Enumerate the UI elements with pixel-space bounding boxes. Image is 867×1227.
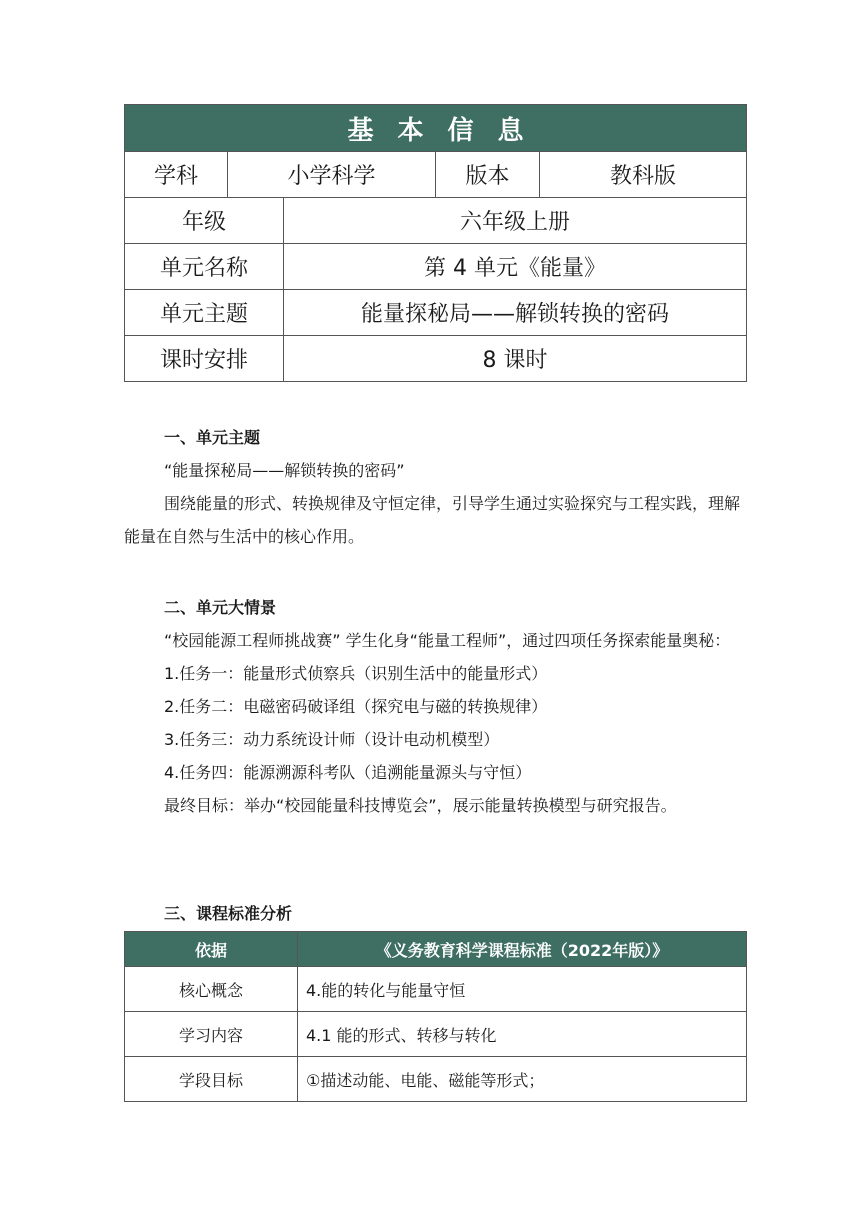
unit-name-label: 单元名称	[125, 244, 284, 290]
unit-theme-label: 单元主题	[125, 290, 284, 336]
standards-key: 学习内容	[125, 1012, 298, 1057]
task-item: 2.任务二：电磁密码破译组（探究电与磁的转换规律）	[164, 697, 548, 716]
grade-label: 年级	[125, 198, 284, 244]
section1-heading: 一、单元主题	[164, 428, 261, 447]
section-scenario	[124, 591, 746, 822]
standards-value: 4.能的转化与能量守恒	[298, 967, 747, 1012]
task-item: 4.任务四：能源溯源科考队（追溯能量源头与守恒）	[164, 763, 532, 782]
unit-theme-value: 能量探秘局——解锁转换的密码	[284, 290, 747, 336]
edition-label: 版本	[436, 152, 540, 198]
subject-value: 小学科学	[228, 152, 436, 198]
edition-value: 教科版	[540, 152, 747, 198]
basic-info-header: 基本信息	[125, 105, 747, 152]
standards-key: 学段目标	[125, 1057, 298, 1102]
standards-value: 4.1 能的形式、转移与转化	[298, 1012, 747, 1057]
schedule-label: 课时安排	[125, 336, 284, 382]
section2-goal: 最终目标：举办“校园能量科技博览会”，展示能量转换模型与研究报告。	[164, 796, 677, 815]
section2-intro: “校园能源工程师挑战赛” 学生化身“能量工程师”，通过四项任务探索能量奥秘：	[164, 631, 731, 650]
grade-value: 六年级上册	[284, 198, 747, 244]
standards-header-right: 《义务教育科学课程标准（2022年版）》	[298, 932, 747, 967]
subject-label: 学科	[125, 152, 228, 198]
section2-heading: 二、单元大情景	[164, 598, 277, 617]
unit-name-value: 第 4 单元《能量》	[284, 244, 747, 290]
basic-info-table	[124, 104, 747, 382]
section3-heading: 三、课程标准分析	[164, 904, 293, 923]
standards-header-left: 依据	[125, 932, 298, 967]
standards-key: 核心概念	[125, 967, 298, 1012]
standards-table	[124, 931, 747, 1102]
task-item: 1.任务一：能量形式侦察兵（识别生活中的能量形式）	[164, 664, 548, 683]
standards-value: ①描述动能、电能、磁能等形式；	[298, 1057, 747, 1102]
task-item: 3.任务三：动力系统设计师（设计电动机模型）	[164, 730, 500, 749]
section-standards	[124, 897, 746, 930]
section1-paragraph: 围绕能量的形式、转换规律及守恒定律，引导学生通过实验探究与工程实践，理解能量在自然与生活中的核心作用。	[124, 494, 741, 546]
schedule-value: 8 课时	[284, 336, 747, 382]
section-unit-theme	[124, 421, 746, 553]
section1-quote: “能量探秘局——解锁转换的密码”	[164, 461, 405, 480]
